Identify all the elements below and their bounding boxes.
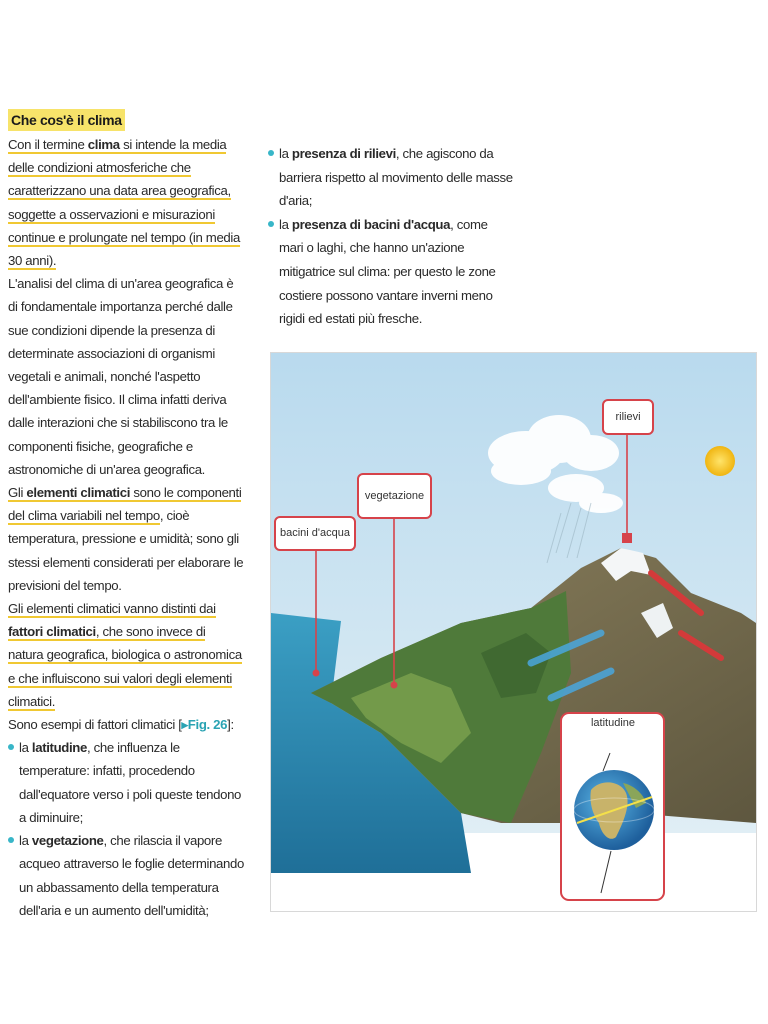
- label-latitudine: latitudine: [590, 717, 636, 729]
- term-fattori-climatici: fattori climatici: [8, 624, 96, 640]
- label-bacini: bacini d'acqua: [274, 516, 356, 551]
- paragraph-analysis: L'analisi del clima di un'area geografica è di fondamentale importanza perché dalle sue condizioni dipende la presenza di determinate associazioni di organismi vegetali e animali, nonché l'aspetto dell'ambiente fisico. Il clima infatti deriva dalle interazioni che si stabiliscono tra le componenti fisiche, geografiche e astronomiche di un'area geografica.: [8, 276, 234, 477]
- list-item: la vegetazione, che rilascia il vapore acqueo attraverso le foglie determinando un abbassamento della temperatura dell'aria e un aumento dell'umidità;: [8, 829, 244, 922]
- sun-icon: [705, 446, 735, 476]
- left-column: [8, 109, 244, 922]
- landscape-drawing: [271, 353, 756, 911]
- figure-reference-link[interactable]: ▸Fig. 26: [181, 717, 228, 733]
- term-elementi-climatici: elementi climatici: [26, 485, 131, 501]
- label-rilievi: rilievi: [602, 399, 654, 435]
- section-heading: Che cos'è il clima: [8, 109, 125, 131]
- factor-list-right: [268, 142, 513, 331]
- right-column: [268, 142, 513, 331]
- term-clima: clima: [87, 137, 120, 152]
- globe-inset: [561, 713, 664, 900]
- list-item: la presenza di rilievi, che agiscono da barriera rispetto al movimento delle masse d'aria;: [268, 142, 513, 213]
- factor-list-left: [8, 736, 244, 922]
- paragraph-examples: Sono esempi di fattori climatici [▸Fig. 26]:: [8, 717, 234, 733]
- paragraph-definition: Con il termine clima si intende la media delle condizioni atmosferiche che caratterizzano una data area geografica, soggette a osservazioni e misurazioni continue e prolungate nel tempo (in media 30 anni).: [8, 137, 240, 269]
- climate-factors-illustration: [270, 352, 757, 912]
- paragraph-factors: Gli elementi climatici vanno distinti dai fattori climatici, che sono invece di natura geografica, biologica o astronomica e che influiscono sui valori degli elementi climatici.: [8, 601, 242, 709]
- list-item: la latitudine, che influenza le temperature: infatti, procedendo dall'equatore verso i poli queste tendono a diminuire;: [8, 736, 244, 829]
- list-item: la presenza di bacini d'acqua, come mari o laghi, che hanno un'azione mitigatrice sul clima: per questo le zone costiere possono vantare inverni meno rigidi ed estati più fresche.: [268, 213, 513, 331]
- paragraph-elements: Gli elementi climatici sono le componenti del clima variabili nel tempo, cioè temperatura, pressione e umidità; sono gli stessi elementi considerati per elaborare le previsioni del tempo.: [8, 485, 244, 593]
- label-vegetazione: vegetazione: [357, 473, 432, 519]
